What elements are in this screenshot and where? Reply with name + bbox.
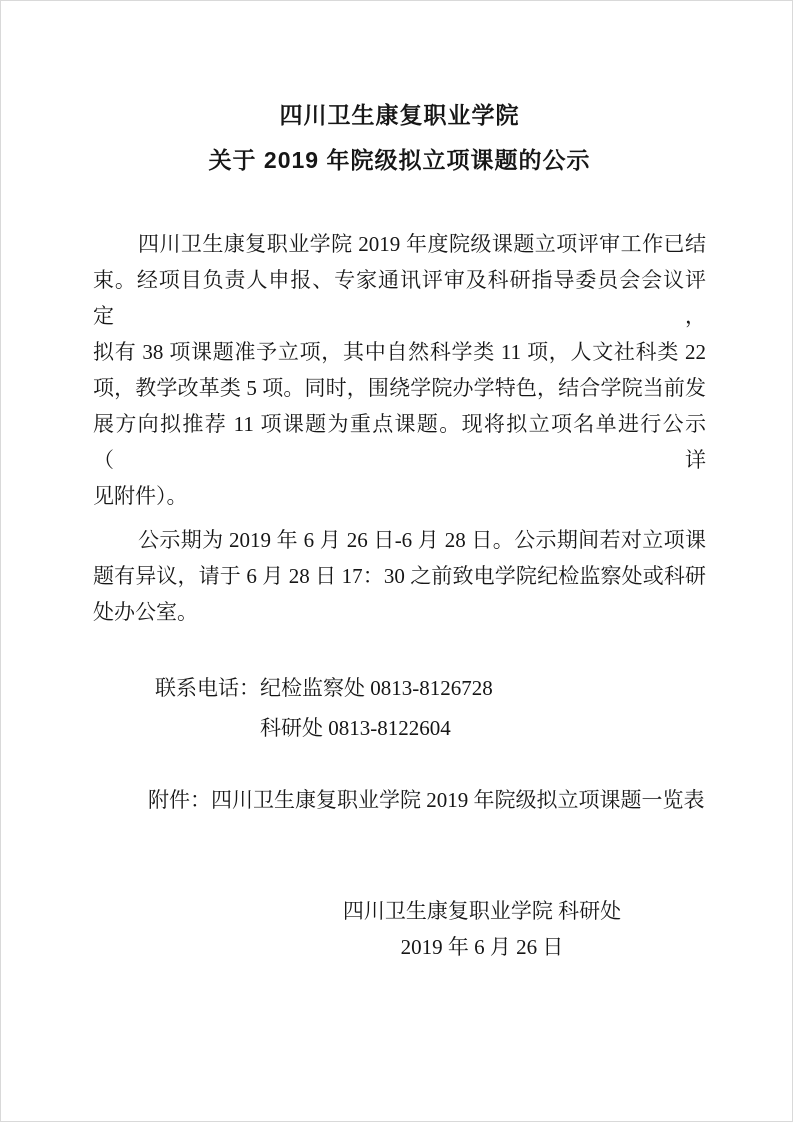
paragraph-publicity-period (93, 522, 706, 630)
paragraph-line: 见附件）。 (93, 484, 188, 508)
paragraph-line: 拟有 38 项课题准予立项，其中自然科学类 11 项，人文社科类 22 (93, 340, 706, 364)
title-line-subject: 关于 2019 年院级拟立项课题的公示 (208, 147, 591, 173)
paragraph-line: 展方向拟推荐 11 项课题为重点课题。现将拟立项名单进行公示（详 (93, 412, 706, 472)
paragraph-line: 题有异议，请于 6 月 28 日 17：30 之前致电学院纪检监察处或科研 (93, 564, 706, 588)
contact-phone-research-office: 科研处 0813-8122604 (260, 716, 451, 740)
document-title (93, 93, 706, 183)
paragraph-review-result (93, 226, 706, 514)
paragraph-line: 公示期为 2019 年 6 月 26 日-6 月 28 日。公示期间若对立项课 (138, 528, 706, 552)
attachment-note: 附件：四川卫生康复职业学院 2019 年院级拟立项课题一览表 (148, 788, 705, 812)
paragraph-line: 处办公室。 (93, 600, 198, 624)
contact-info (93, 668, 706, 748)
paragraph-line: 束。经项目负责人申报、专家通讯评审及科研指导委员会会议评定， (93, 268, 706, 328)
document-content (93, 1, 706, 965)
signature-date: 2019 年 6 月 26 日 (400, 935, 564, 959)
signature-block (93, 893, 706, 965)
title-line-org: 四川卫生康复职业学院 (279, 102, 520, 128)
signature-org: 四川卫生康复职业学院 科研处 (342, 899, 622, 923)
contact-phone-discipline-office: 联系电话：纪检监察处 0813-8126728 (155, 676, 493, 700)
paragraph-line: 四川卫生康复职业学院 2019 年度院级课题立项评审工作已结 (138, 232, 706, 256)
paragraph-line: 项，教学改革类 5 项。同时，围绕学院办学特色，结合学院当前发 (93, 376, 706, 400)
